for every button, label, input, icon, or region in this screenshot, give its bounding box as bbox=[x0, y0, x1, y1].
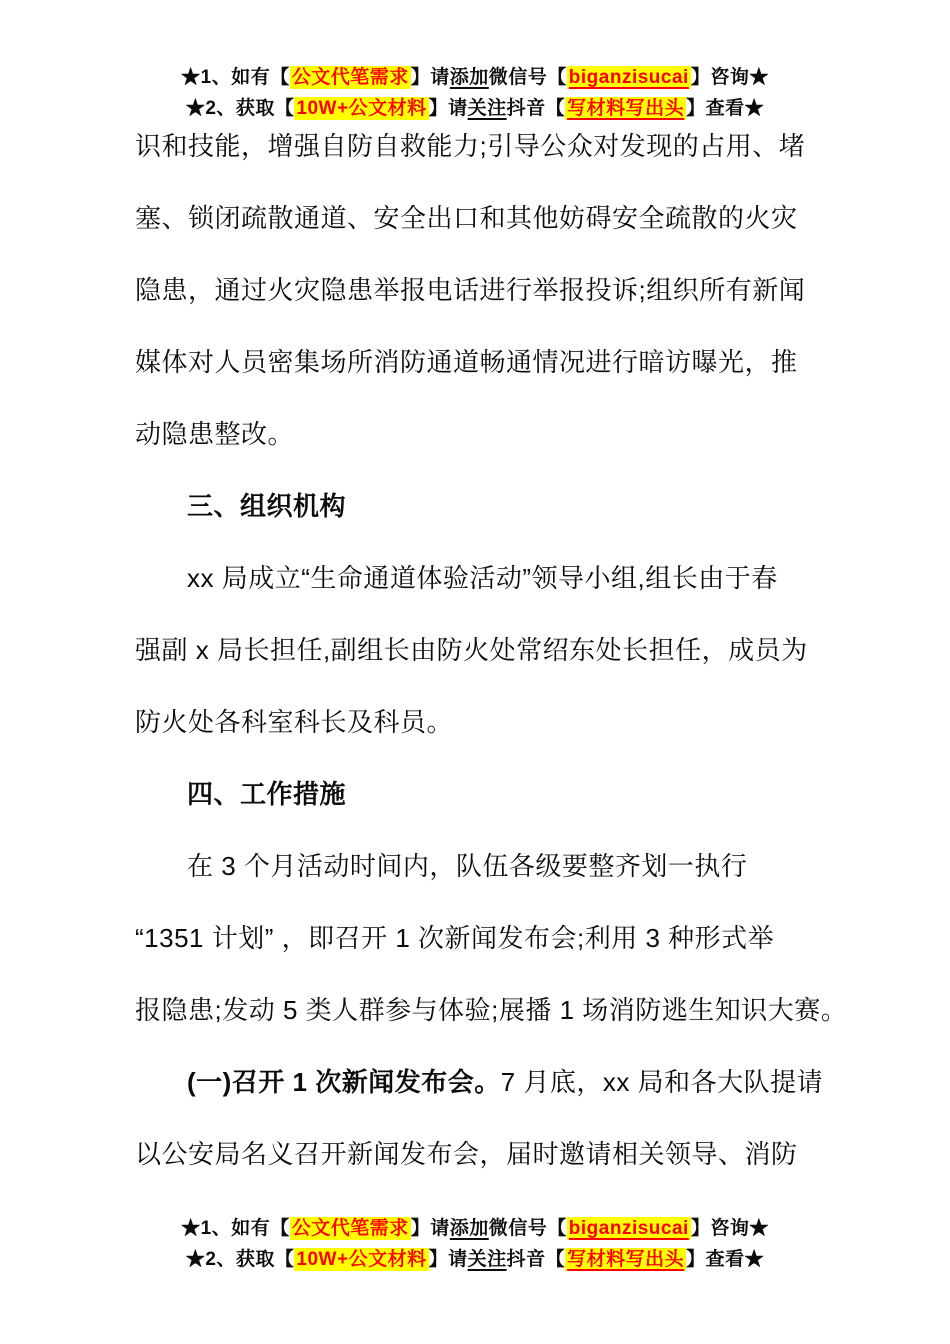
section-heading: 三、组织机构 bbox=[187, 491, 347, 521]
promo-text: ★1、如有【 bbox=[181, 1218, 290, 1239]
text-line: 报隐患;发动 5 类人群参与体验;展播 1 场消防逃生知识大赛。 bbox=[135, 995, 848, 1025]
section-heading: 四、工作措施 bbox=[187, 779, 347, 809]
promo-text: 关注 bbox=[467, 98, 507, 119]
promo-text: 】请 bbox=[428, 1249, 468, 1270]
promo-text: ★2、获取【 bbox=[185, 1249, 295, 1270]
text-line: 防火处各科室科长及科员。 bbox=[135, 707, 454, 737]
text-line: 以公安局名义召开新闻发布会，届时邀请相关领导、消防 bbox=[135, 1139, 798, 1169]
highlighted-keyword: 写材料写出头 bbox=[567, 98, 685, 119]
bold-lead-text: (一)召开 1 次新闻发布会。 bbox=[187, 1067, 501, 1097]
highlighted-keyword: 公文代笔需求 bbox=[291, 1218, 409, 1239]
text-line: 在 3 个月活动时间内，队伍各级要整齐划一执行 bbox=[187, 851, 748, 881]
promo-line bbox=[0, 1213, 950, 1244]
text-line: 隐患，通过火灾隐患举报电话进行举报投诉;组织所有新闻 bbox=[135, 275, 806, 305]
promo-text: ★1、如有【 bbox=[181, 67, 290, 88]
promo-text: 】请 bbox=[428, 98, 468, 119]
highlighted-keyword: biganzisucai bbox=[568, 1218, 689, 1239]
promo-text: 微信号【 bbox=[488, 67, 567, 88]
promo-text: 】查看★ bbox=[686, 1249, 765, 1270]
document-body bbox=[135, 110, 848, 1190]
text-line: 强副 x 局长担任,副组长由防火处常绍东处长担任，成员为 bbox=[135, 635, 808, 665]
highlighted-keyword: 公文代笔需求 bbox=[291, 67, 409, 88]
promo-text: 微信号【 bbox=[488, 1218, 567, 1239]
highlighted-keyword: 写材料写出头 bbox=[567, 1249, 685, 1270]
promo-line bbox=[0, 62, 950, 93]
promo-text: 抖音【 bbox=[506, 1249, 566, 1270]
highlighted-keyword: 10W+公文材料 bbox=[296, 98, 427, 119]
text-run: 7 月底，xx 局和各大队提请 bbox=[500, 1067, 824, 1097]
text-line bbox=[135, 1046, 840, 1118]
highlighted-keyword: 10W+公文材料 bbox=[296, 1249, 427, 1270]
highlighted-keyword: biganzisucai bbox=[568, 67, 689, 88]
promo-text: 】请 bbox=[410, 1218, 450, 1239]
promo-footer bbox=[0, 1213, 950, 1275]
promo-text: 关注 bbox=[467, 1249, 507, 1270]
text-line: “1351 计划” ，即召开 1 次新闻发布会;利用 3 种形式举 bbox=[135, 923, 775, 953]
text-line: 媒体对人员密集场所消防通道畅通情况进行暗访曝光，推 bbox=[135, 347, 798, 377]
promo-text: 】查看★ bbox=[686, 98, 765, 119]
text-line: 识和技能，增强自防自救能力;引导公众对发现的占用、堵 bbox=[135, 131, 806, 161]
promo-line bbox=[0, 1244, 950, 1275]
promo-text: ★2、获取【 bbox=[185, 98, 295, 119]
promo-text: 】咨询★ bbox=[690, 67, 769, 88]
promo-text: 】请 bbox=[410, 67, 450, 88]
text-line: 塞、锁闭疏散通道、安全出口和其他妨碍安全疏散的火灾 bbox=[135, 203, 798, 233]
promo-text: 添加 bbox=[449, 1218, 489, 1239]
promo-text: 抖音【 bbox=[506, 98, 566, 119]
promo-text: 】咨询★ bbox=[690, 1218, 769, 1239]
text-line: xx 局成立“生命通道体验活动”领导小组,组长由于春 bbox=[187, 563, 778, 593]
promo-text: 添加 bbox=[449, 67, 489, 88]
text-line: 动隐患整改。 bbox=[135, 419, 295, 449]
